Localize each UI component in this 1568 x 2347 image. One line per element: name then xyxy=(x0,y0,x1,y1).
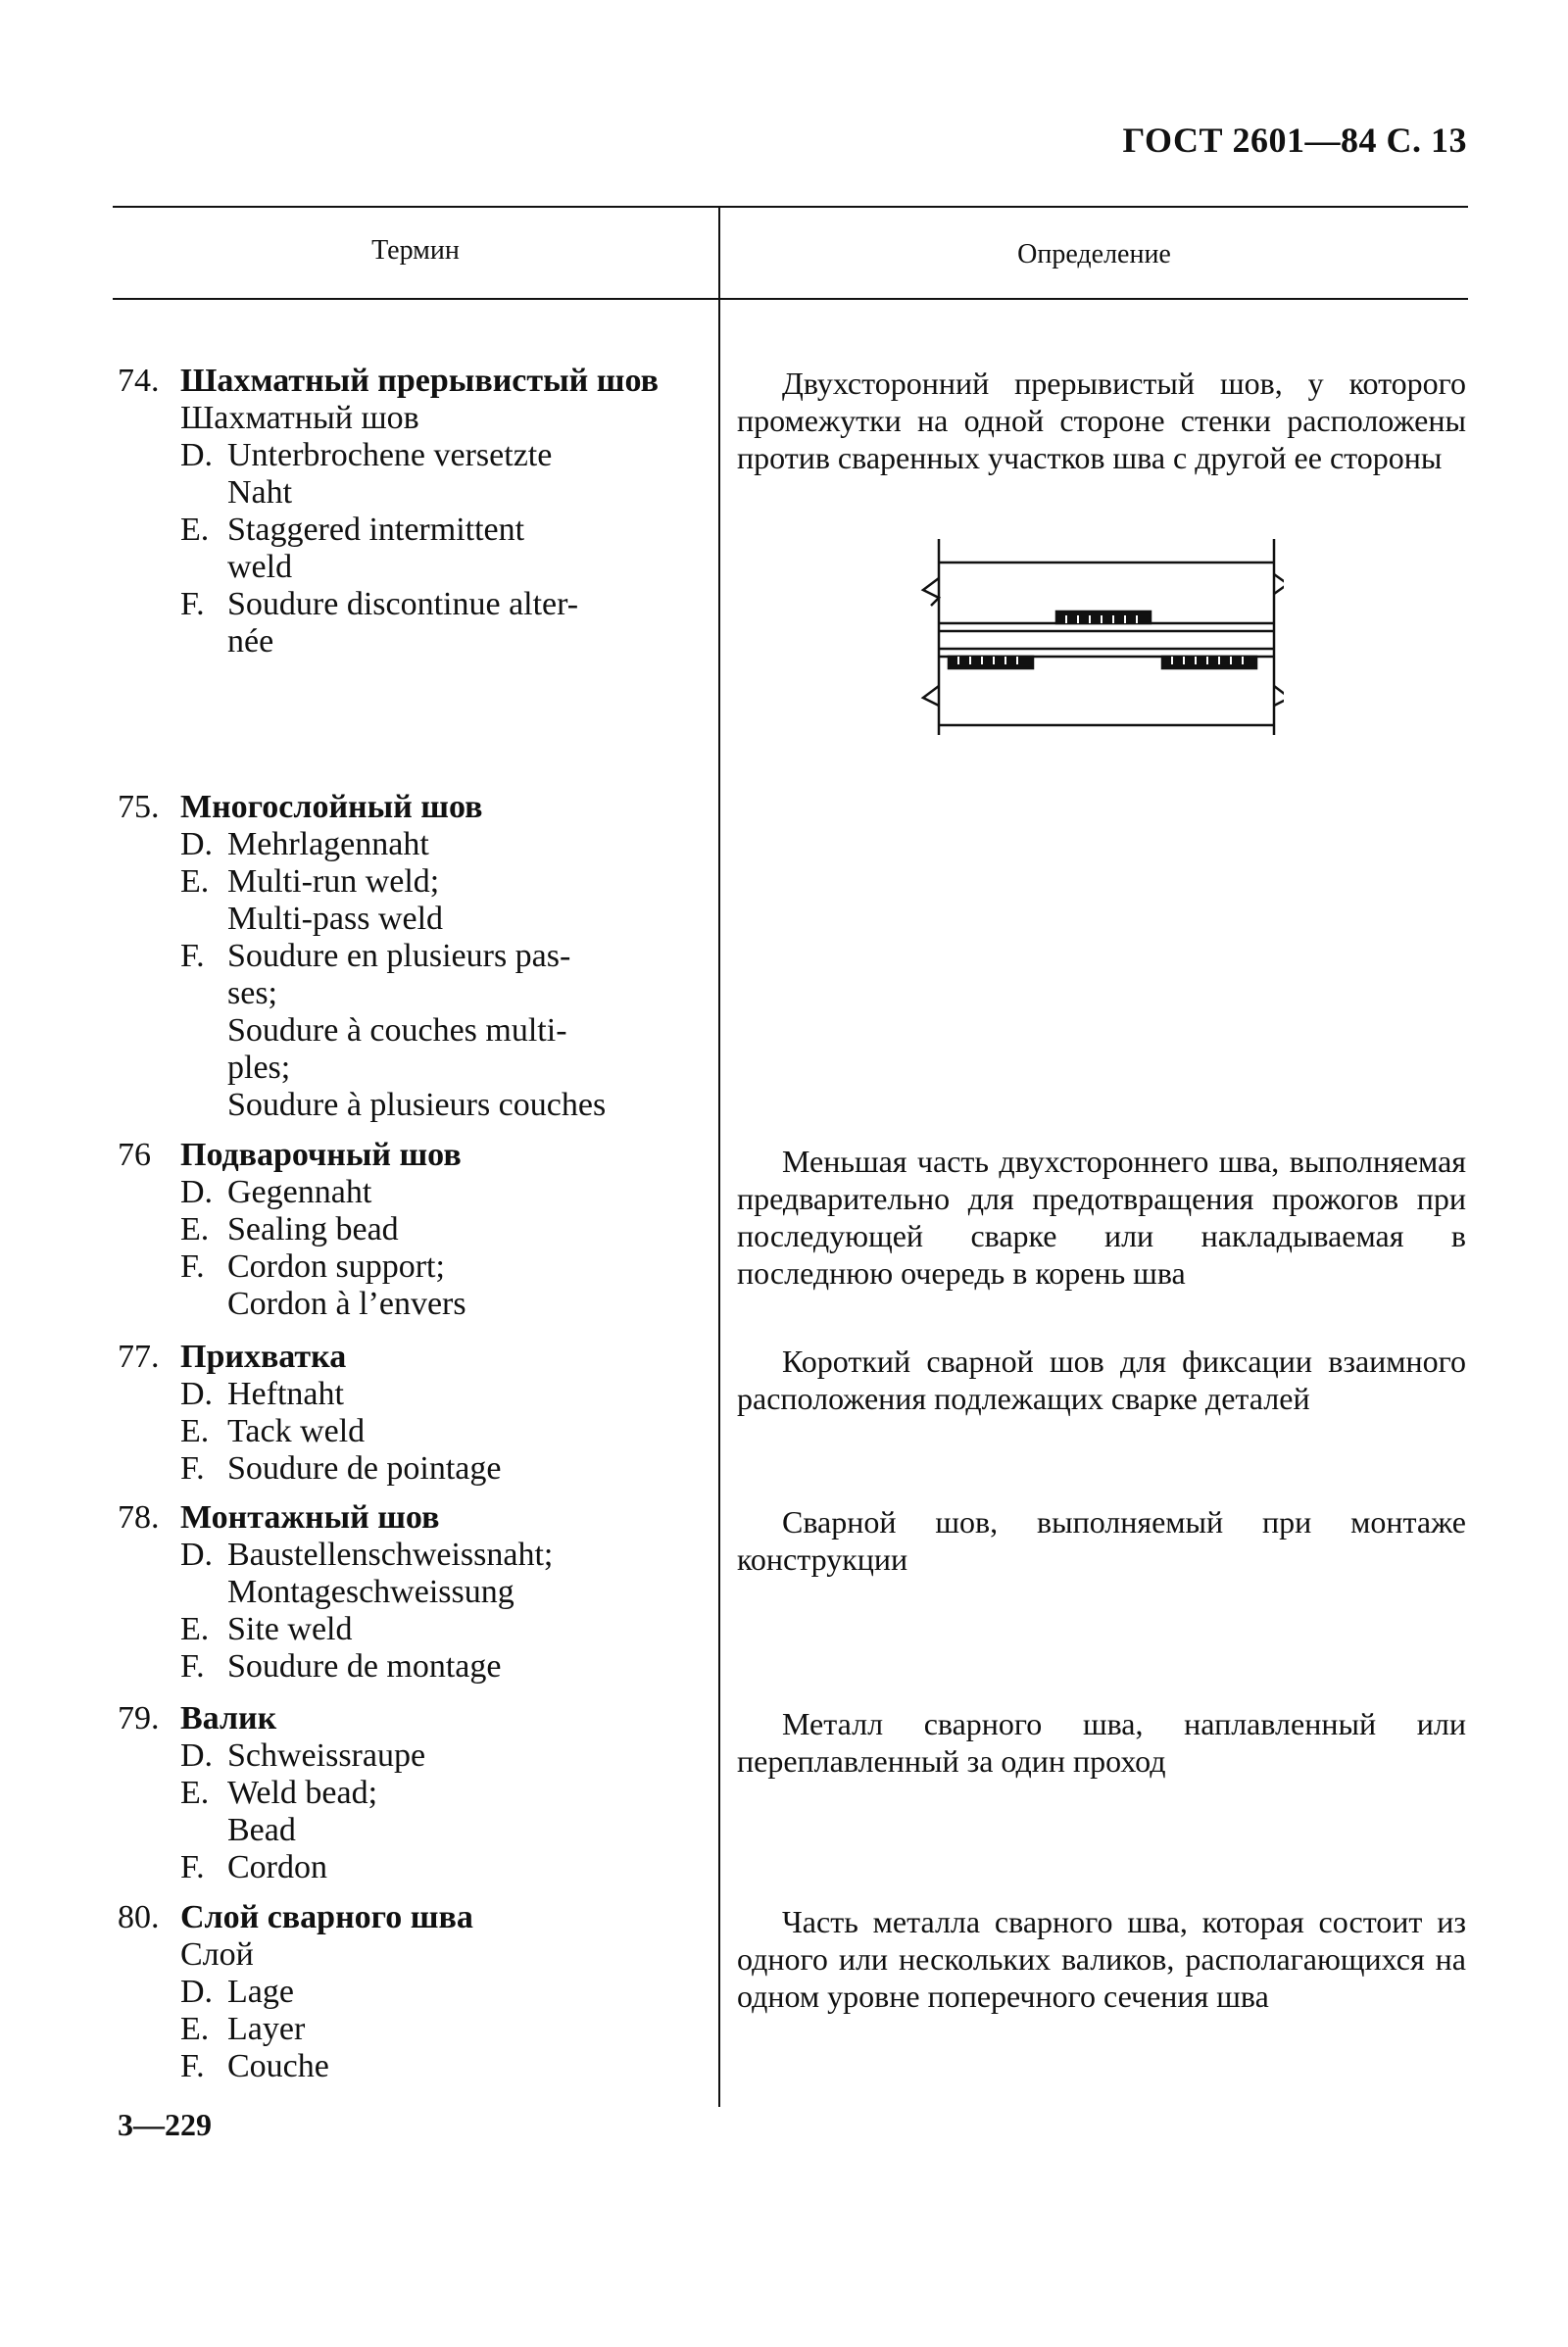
term-title: Слой сварного шва xyxy=(180,1899,473,1935)
term-entry-76 xyxy=(118,1137,706,1323)
term-title: Многослойный шов xyxy=(180,789,483,825)
definition-74: Двухсторонний прерывистый шов, у которого промежутки на одной стороне стенки расположены против сваренных участков шва с другой ее стороны xyxy=(737,366,1466,475)
definition-79: Металл сварного шва, наплавленный или переплавленный за один проход xyxy=(737,1706,1466,1779)
term-title: Прихватка xyxy=(180,1339,347,1375)
lang-en: E. Tack weld xyxy=(180,1413,366,1449)
term-entry-80 xyxy=(118,1899,706,2085)
lang-fr: F. Soudure discontinue alter- née xyxy=(180,586,579,660)
term-title: Подварочный шов xyxy=(180,1137,462,1173)
lang-fr: F. Soudure de montage xyxy=(180,1648,502,1685)
definition-80: Часть металла сварного шва, которая состоит из одного или нескольких валиков, располагающихся на одном уровне поперечного сечения шва xyxy=(737,1904,1466,2014)
lang-en: E. Multi-run weld; Multi-pass weld xyxy=(180,863,444,937)
lang-en: E. Sealing bead xyxy=(180,1211,399,1247)
term-entry-74 xyxy=(118,363,706,660)
lang-de: D. Lage xyxy=(180,1974,294,2010)
lang-fr: F. Soudure de pointage xyxy=(180,1450,502,1487)
page-header: ГОСТ 2601—84 С. 13 xyxy=(1122,121,1467,160)
column-divider xyxy=(718,206,720,2107)
column-header-term: Термин xyxy=(371,235,460,266)
term-number: 79. xyxy=(118,1700,160,1736)
lang-de: D. Heftnaht xyxy=(180,1376,344,1412)
lang-fr: F. Couche xyxy=(180,2048,329,2084)
term-synonym: Шахматный шов xyxy=(180,400,419,436)
term-synonym: Слой xyxy=(180,1936,254,1973)
lang-en: E. Weld bead; Bead xyxy=(180,1775,378,1848)
lang-en: E. Site weld xyxy=(180,1611,353,1647)
term-number: 75. xyxy=(118,789,160,825)
definition-76: Меньшая часть двухстороннего шва, выполняемая предварительно для предотвращения прожогов при последующей сварке или накладываемая в последнюю очередь в корень шва xyxy=(737,1144,1466,1291)
lang-fr: F. Cordon support; Cordon à l’envers xyxy=(180,1248,466,1322)
definition-78: Сварной шов, выполняемый при монтаже конструкции xyxy=(737,1504,1466,1577)
column-header-definition: Определение xyxy=(1017,239,1171,269)
lang-fr: F. Cordon xyxy=(180,1849,327,1885)
term-entry-79 xyxy=(118,1700,706,1886)
lang-de: D. Schweissraupe xyxy=(180,1737,426,1774)
term-number: 77. xyxy=(118,1339,160,1375)
term-entry-77 xyxy=(118,1339,706,1488)
term-title: Шахматный прерывистый шов xyxy=(180,363,659,399)
term-number: 80. xyxy=(118,1899,160,1935)
table-top-rule xyxy=(113,206,1468,208)
definition-77: Короткий сварной шов для фиксации взаимного расположения подлежащих сварке деталей xyxy=(737,1344,1466,1416)
lang-de: D. Unterbrochene versetzte Naht xyxy=(180,437,553,511)
lang-en: E. Layer xyxy=(180,2011,306,2047)
lang-de: D. Baustellenschweissnaht; Montageschweissung xyxy=(180,1537,554,1610)
term-entry-78 xyxy=(118,1499,706,1686)
lang-de: D. Gegennaht xyxy=(180,1174,372,1210)
term-number: 74. xyxy=(118,363,160,399)
term-title: Валик xyxy=(180,1700,277,1736)
term-number: 76 xyxy=(118,1137,151,1173)
lang-de: D. Mehrlagennaht xyxy=(180,826,429,862)
page-footer-code: 3—229 xyxy=(118,2107,212,2142)
term-entry-75 xyxy=(118,789,706,1124)
lang-fr: F. Soudure en plusieurs pas- ses; Soudure à couches multi- ples; Soudure à plusieurs couches xyxy=(180,938,607,1123)
staggered-weld-diagram xyxy=(911,539,1284,745)
lang-en: E. Staggered intermittent weld xyxy=(180,512,525,585)
table-header-rule xyxy=(113,298,1468,300)
term-title: Монтажный шов xyxy=(180,1499,440,1536)
term-number: 78. xyxy=(118,1499,160,1536)
